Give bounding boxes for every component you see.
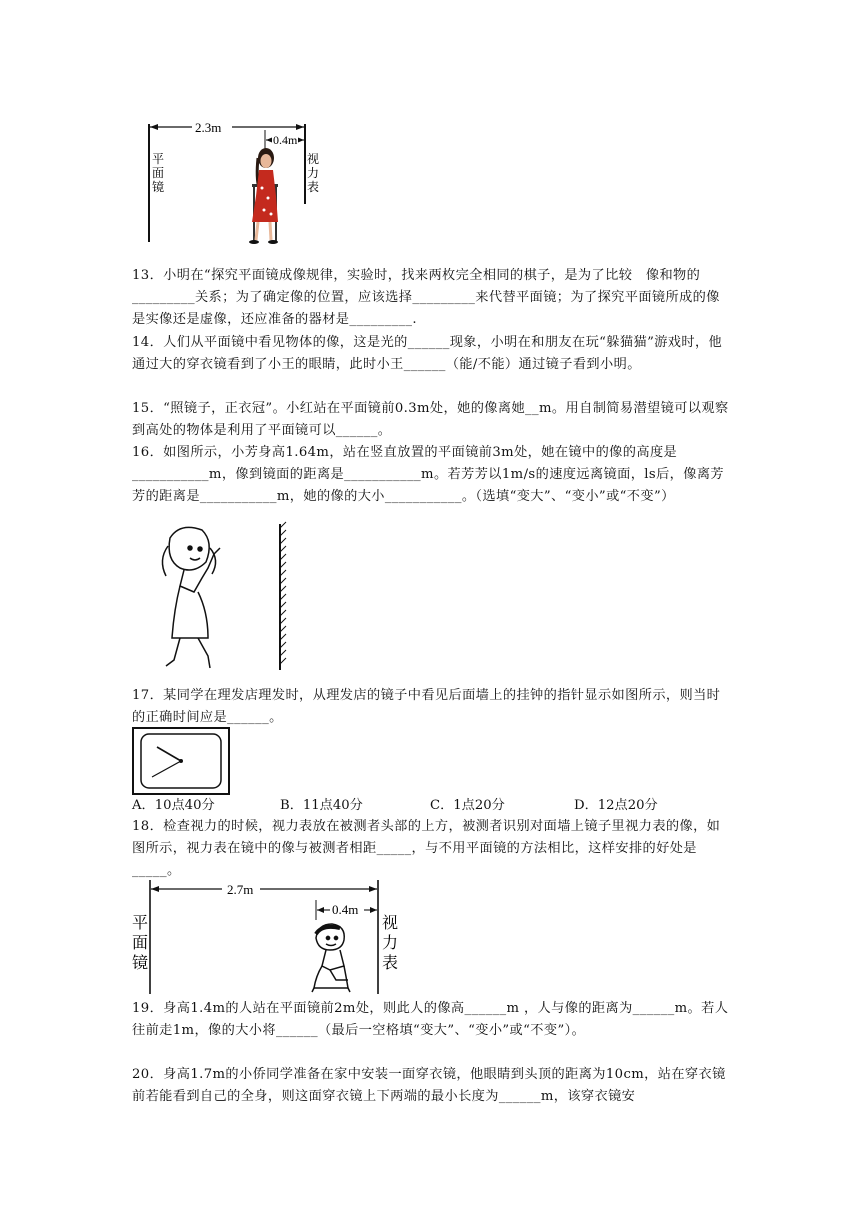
- fig1-mirror-label-3: 镜: [152, 180, 165, 194]
- question-18: 18．检查视力的时候，视力表放在被测者头部的上方，被测者识别对面墙上镜子里视力表的像，如图所示，视力表在镜中的像与被测者相距_____，与不用平面镜的方法相比，这样安排的好处是_____。: [132, 819, 721, 878]
- walking-girl-image: [162, 527, 220, 668]
- option-a[interactable]: A．10点40分: [132, 798, 215, 813]
- option-d[interactable]: D．12点20分: [574, 798, 658, 813]
- fig4-mirror-label-2: 面: [132, 935, 149, 952]
- question-13: 13．小明在“探究平面镜成像规律，实验时，找来两枚完全相同的棋子，是为了比较 像和物的_________关系；为了确定像的位置，应该选择_________来代替平面镜；为了探究平面镜所成的像是实像还是虚像，还应准备的器材是_________.: [132, 268, 720, 327]
- fig4-chart-label-1: 视: [382, 915, 399, 932]
- fig1-mirror-label-2: 面: [152, 166, 165, 180]
- figure-vision-test-girl: [140, 118, 330, 248]
- question-19: 19．身高1.4m的人站在平面镜前2m处，则此人的像高______m ，人与像的距离为______m。若人往前走1m，像的大小将______（最后一空格填“变大”、“变小”或“不变”）。: [132, 1001, 729, 1038]
- option-c[interactable]: C．1点20分: [430, 798, 505, 813]
- fig1-dist-label: 2.3m: [195, 120, 222, 135]
- fig4-dist2-label: 0.4m: [332, 902, 359, 917]
- figure-girl-mirror: [150, 520, 300, 675]
- fig4-dist-label: 2.7m: [227, 882, 254, 897]
- fig1-chart-label-1: 视: [307, 152, 320, 166]
- figure-mirror-clock: [132, 727, 230, 795]
- question-20: 20．身高1.7m的小侨同学准备在家中安装一面穿衣镜，他眼睛到头顶的距离为10cm，站在穿衣镜前若能看到自己的全身，则这面穿衣镜上下两端的最小长度为______m，该穿衣镜安: [132, 1067, 726, 1104]
- figure-vision-test-boy: [130, 876, 420, 996]
- fig4-chart-label-2: 力: [382, 935, 399, 952]
- fig1-chart-label-3: 表: [307, 180, 320, 194]
- option-b[interactable]: B．11点40分: [280, 798, 363, 813]
- fig4-mirror-label-3: 镜: [132, 955, 149, 972]
- fig1-chart-label-2: 力: [307, 166, 320, 180]
- fig4-chart-label-3: 表: [382, 955, 399, 972]
- question-14: 14．人们从平面镜中看见物体的像，这是光的______现象，小明在和朋友在玩“躲猫猫”游戏时，他通过大的穿衣镜看到了小王的眼睛，此时小王______（能/不能）通过镜子看到小明。: [132, 335, 723, 372]
- question-17: 17．某同学在理发店理发时，从理发店的镜子中看见后面墙上的挂钟的指针显示如图所示，则当时的正确时间应是______。: [132, 688, 721, 725]
- fig1-mirror-label-1: 平: [152, 152, 165, 166]
- question-15: 15．“照镜子，正衣冠”。小红站在平面镜前0.3m处，她的像离她__m。用自制简易潜望镜可以观察到高处的物体是利用了平面镜可以______。: [132, 401, 729, 438]
- girl-on-chair-image: [249, 148, 278, 244]
- question-16: 16．如图所示，小芳身高1.64m，站在竖直放置的平面镜前3m处，她在镜中的像的高度是___________m，像到镜面的距离是___________m。若芳芳以1m/s的速度远离镜面，ls后，像离芳芳的距离是___________m，她的像的大小___________。（选填“变大”、“变小”或“不变”）: [132, 445, 725, 504]
- fig4-mirror-label-1: 平: [132, 915, 149, 932]
- fig1-dist2-label: 0.4m: [273, 133, 298, 147]
- seated-boy-image: [312, 924, 350, 992]
